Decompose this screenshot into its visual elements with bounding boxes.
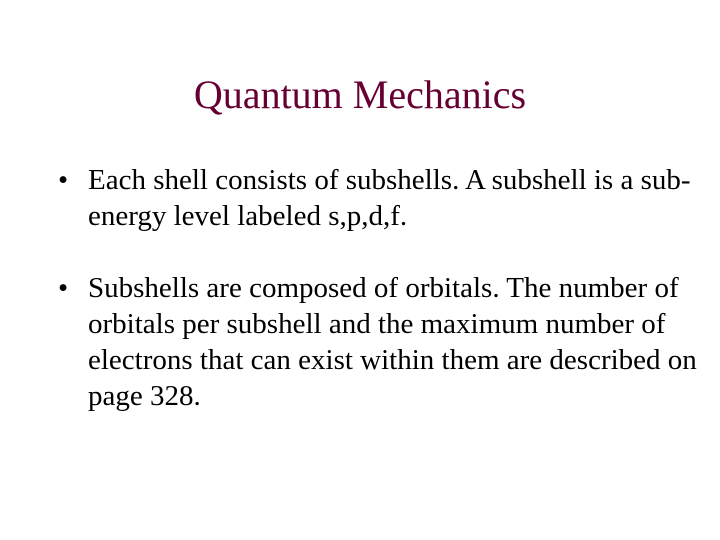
- bullet-marker: •: [58, 272, 69, 304]
- slide-title: Quantum Mechanics: [193, 72, 527, 117]
- bullet-marker: •: [58, 164, 69, 196]
- bullet-text: Subshells are composed of orbitals. The number of orbitals per subshell and the maximum number of electrons that can exist within them are described on page 328.: [88, 272, 697, 412]
- bullet-text: Each shell consists of subshells. A subshell is a sub-energy level labeled s,p,d,f.: [88, 164, 691, 232]
- bullet-item: [58, 162, 698, 234]
- bullet-list: [58, 162, 698, 450]
- bullet-item: [58, 270, 698, 414]
